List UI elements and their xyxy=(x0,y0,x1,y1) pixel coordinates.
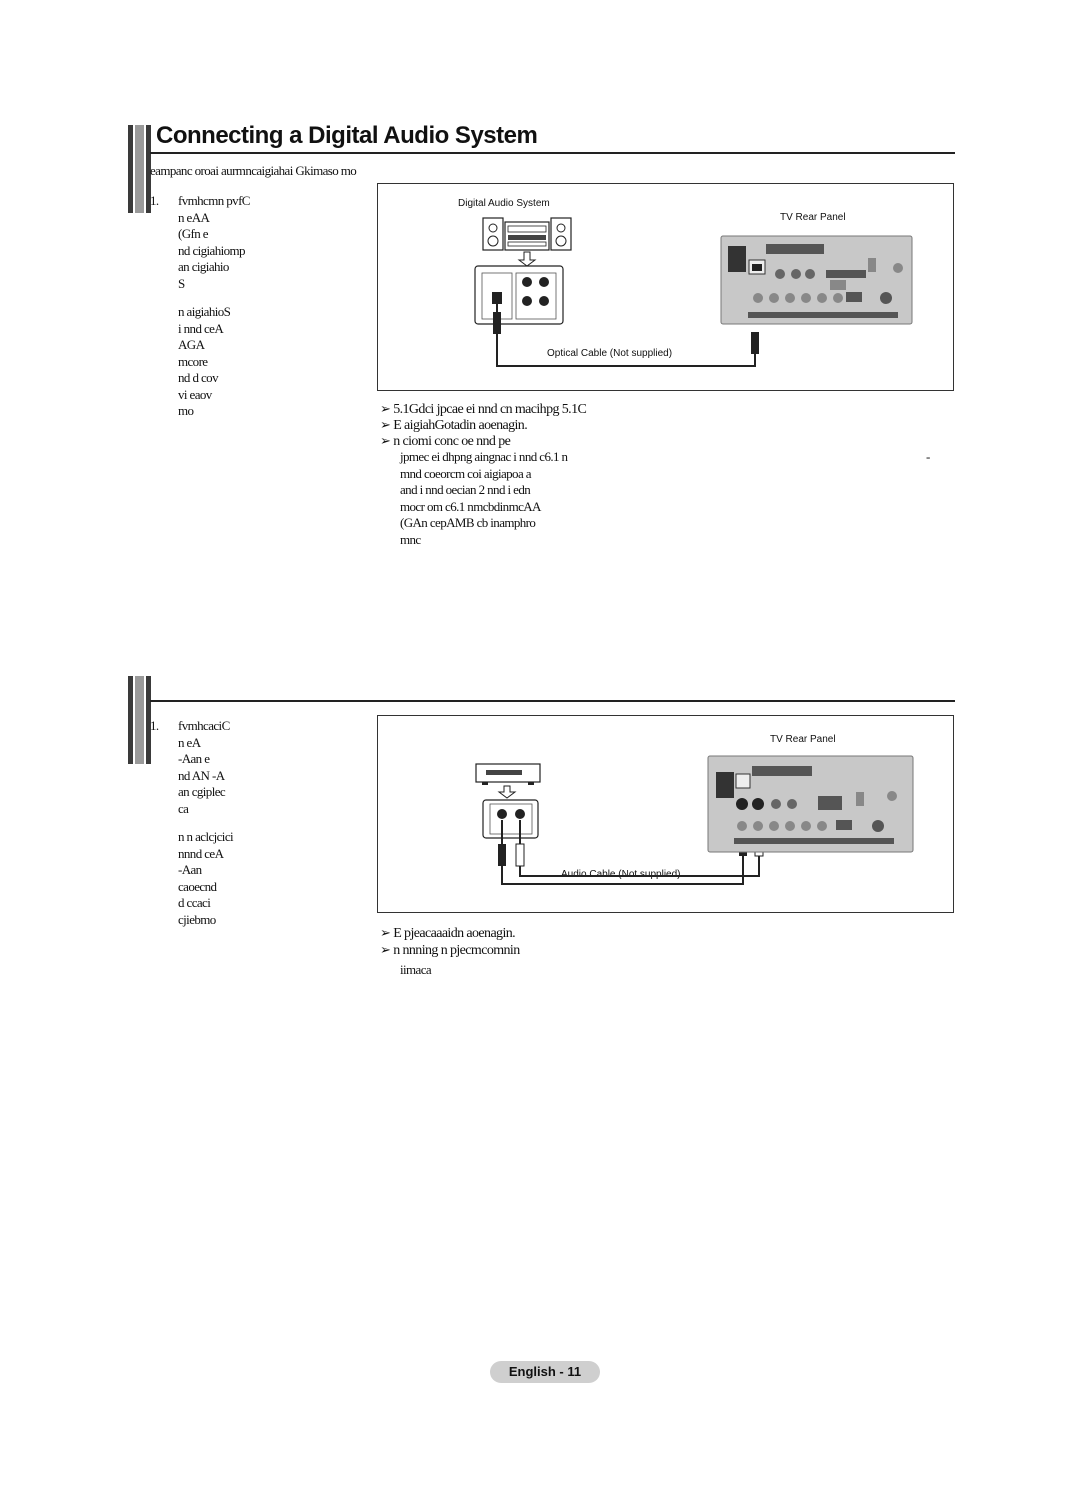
analog-audio-diagram-graphic xyxy=(378,716,953,912)
note-1: 5.1Gdci jpcae ei nnd cn macihpg 5.1C xyxy=(393,402,587,417)
amplifier-rear-panel xyxy=(483,800,538,838)
digital-audio-connection-diagram xyxy=(377,183,954,391)
note-2: E aigiahGotadin aoenagin. xyxy=(393,418,528,433)
digital-audio-system-label: Digital Audio System xyxy=(458,198,550,209)
optical-cable-label: Optical Cable (Not supplied) xyxy=(547,348,673,359)
note-2-2: n nnning n pjecmcomnin xyxy=(393,943,520,958)
note-2-1: E pjeacaaaidn aoenagin. xyxy=(393,926,516,941)
section-2-rule xyxy=(150,700,955,702)
section-2-notes: ➢ E pjeacaaaidn aoenagin. ➢ n nnning n pjecmcomnin xyxy=(380,926,520,958)
audio-cable-label: Audio Cable (Not supplied) xyxy=(561,869,681,880)
section-1-intro: eampanc oroai aurmncaigiahai Gkimaso mo xyxy=(150,163,357,178)
tv-rear-panel-graphic-2 xyxy=(708,756,913,852)
section-1-notes: ➢ 5.1Gdci jpcae ei nnd cn macihpg 5.1C ➢ E aigiahGotadin aoenagin. ➢ n ciomi conc oe nnd pe xyxy=(380,402,587,449)
tv-rear-panel-graphic xyxy=(721,236,912,324)
page-number-label: English - 11 xyxy=(490,1361,600,1383)
section-2-note-tail: iimaca xyxy=(400,962,432,977)
tv-rear-panel-label: TV Rear Panel xyxy=(780,212,846,223)
tv-rear-panel-label-2: TV Rear Panel xyxy=(770,734,836,745)
audio-system-rear-panel xyxy=(475,266,563,324)
section-1-title: Connecting a Digital Audio System xyxy=(156,122,538,149)
digital-audio-diagram-graphic xyxy=(378,184,953,390)
section-2-step-text: fvmhcaciC n eA -Aan e nd AN -A an cgiplec ca n n aclcjcici nnnd ceA -Aan caoecnd d ccaci cjiebmo xyxy=(178,718,233,927)
section-1-step-number: 1. xyxy=(150,193,159,208)
section-1-rule xyxy=(150,152,955,154)
section-1-step-text: fvmhcmn pvfC n eAA (Gfn e nd cigiahiomp an cigiahio S n aigiahioS i nnd ceA AGA mcore nd d cov vi eaov mo xyxy=(178,193,250,418)
section-1-note-dash: - xyxy=(926,449,930,464)
amplifier-icon xyxy=(476,764,540,798)
note-3: n ciomi conc oe nnd pe xyxy=(393,434,511,449)
audio-system-icon xyxy=(483,218,571,266)
analog-audio-connection-diagram xyxy=(377,715,954,913)
section-2-step-number: 1. xyxy=(150,718,159,733)
section-1-note-body: jpmec ei dhpng aingnac i nnd c6.1 n mnd coeorcm coi aigiapoa a and i nnd oecian 2 nnd i edn mocr om c6.1 nmcbdinmcAA (GAn cepAMB cb inamphro mnc xyxy=(400,449,568,547)
